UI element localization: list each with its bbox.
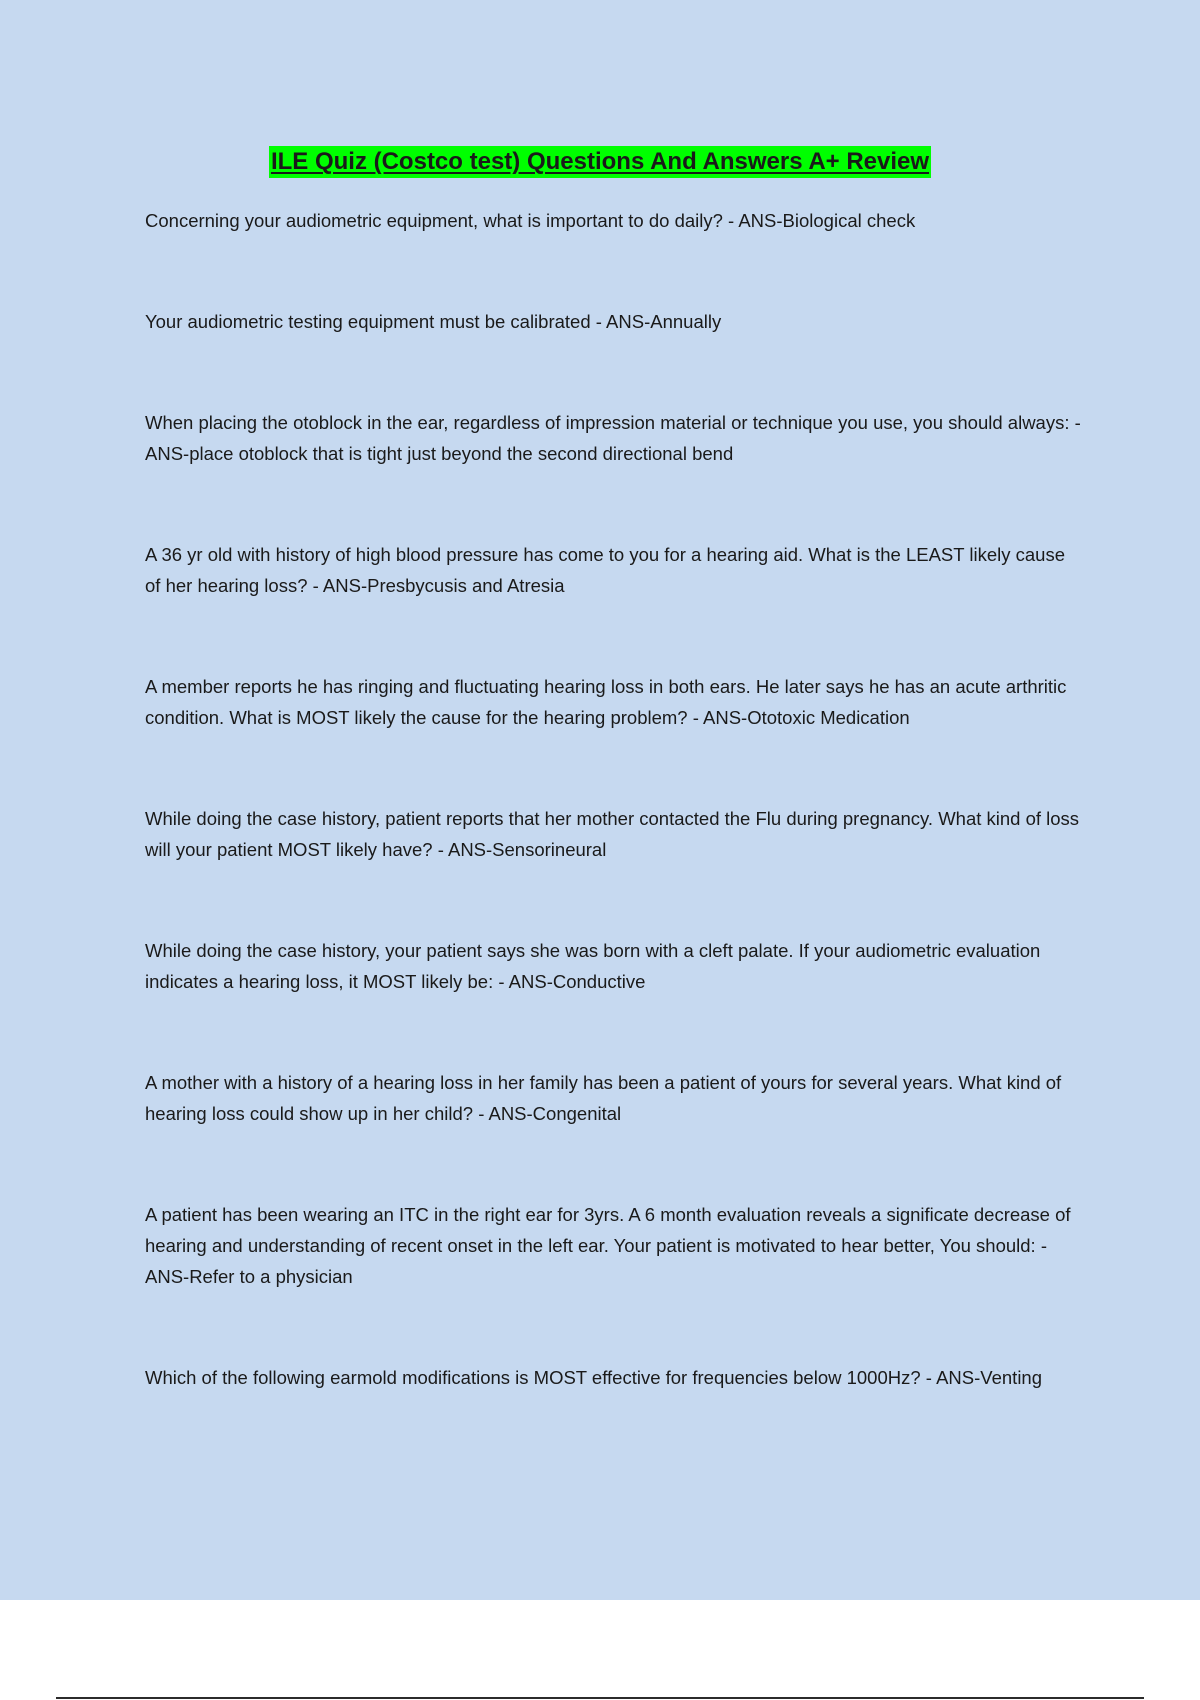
qa-item-9: A patient has been wearing an ITC in the right ear for 3yrs. A 6 month evaluation reveals a significate decrease of hearing and understanding of recent onset in the left ear. Your patient is motivated to hear better, You should: - ANS-Refer to a physician — [145, 1204, 1071, 1287]
qa-item-6: While doing the case history, patient reports that her mother contacted the Flu during pregnancy. What kind of loss will your patient MOST likely have? - ANS-Sensorineural — [145, 808, 1080, 860]
qa-list — [145, 205, 1085, 1463]
document-title: ILE Quiz (Costco test) Questions And Answers A+ Review — [269, 146, 931, 178]
qa-item-10: Which of the following earmold modifications is MOST effective for frequencies below 1000Hz? - ANS-Venting — [145, 1367, 1043, 1388]
qa-item-8: A mother with a history of a hearing loss in her family has been a patient of yours for several years. What kind of hearing loss could show up in her child? - ANS-Congenital — [145, 1072, 1062, 1124]
qa-item-2: Your audiometric testing equipment must be calibrated - ANS-Annually — [145, 311, 722, 332]
qa-item-5: A member reports he has ringing and fluctuating hearing loss in both ears. He later says he has an acute arthritic condition. What is MOST likely the cause for the hearing problem? - ANS-Ototoxic Medication — [145, 676, 1067, 728]
footer-divider — [56, 1697, 1144, 1699]
qa-item-7: While doing the case history, your patient says she was born with a cleft palate. If your audiometric evaluation indicates a hearing loss, it MOST likely be: - ANS-Conductive — [145, 940, 1041, 992]
title-container — [0, 146, 1200, 178]
qa-item-4: A 36 yr old with history of high blood pressure has come to you for a hearing aid. What is the LEAST likely cause of her hearing loss? - ANS-Presbycusis and Atresia — [145, 544, 1066, 596]
qa-item-1: Concerning your audiometric equipment, what is important to do daily? - ANS-Biological check — [145, 210, 916, 231]
qa-item-3: When placing the otoblock in the ear, regardless of impression material or technique you use, you should always: - ANS-place otoblock that is tight just beyond the second directional bend — [145, 412, 1081, 464]
